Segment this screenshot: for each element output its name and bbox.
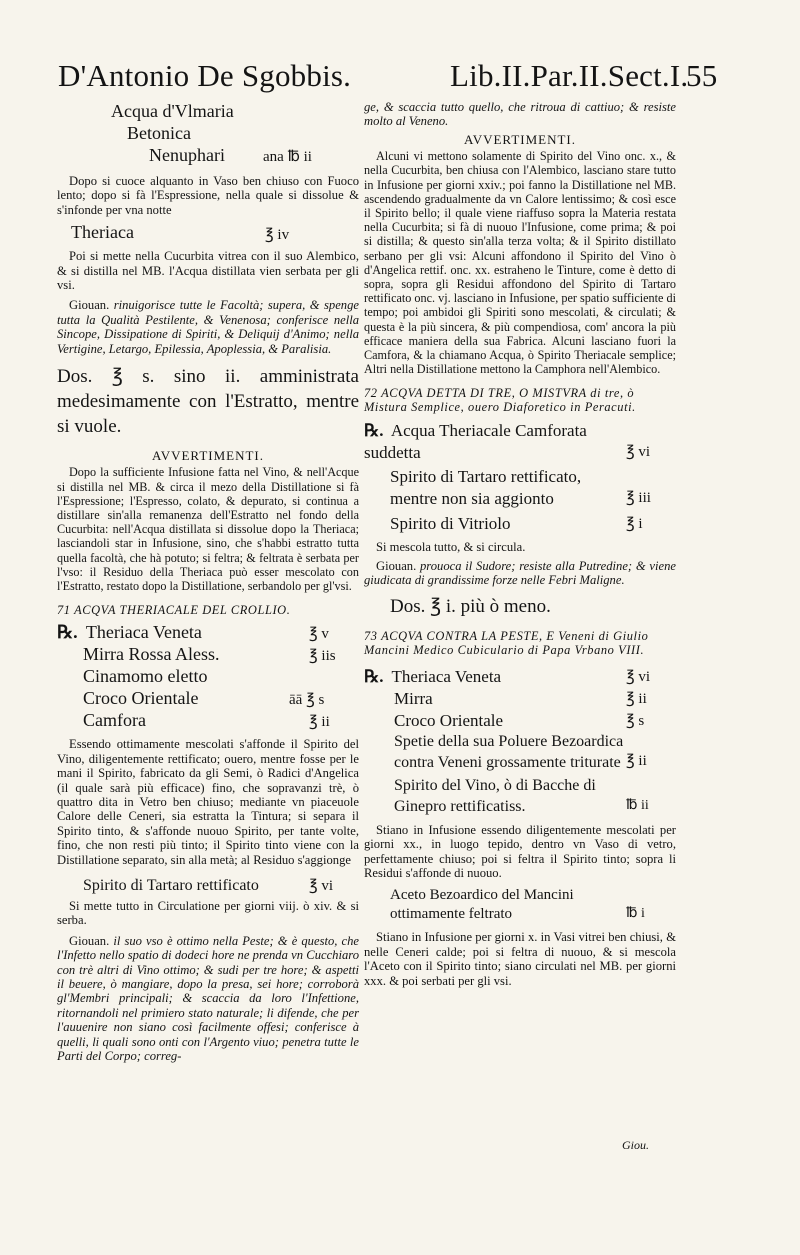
recipe-list <box>364 665 676 817</box>
recipe-line: Mirra ℥ ii <box>394 688 647 708</box>
dose-line: Dos. ℥ s. sino ii. amministrata medesimamente con l'Estratto, mentre si vuole. <box>57 366 359 438</box>
catchword: Giou. <box>622 1138 649 1152</box>
recipe-line: Croco Orientale ℥ s <box>394 710 645 730</box>
section-heading: AVVERTIMENTI. <box>152 448 264 464</box>
paragraph: Poi si mette nella Cucurbita vitrea con il suo Alembico, & si distilla nel MB. l'Acqua distillata vien serbata per gli vsi. <box>57 249 359 293</box>
recipe-line: Spirito del Vino, ò di Bacche di Ginepro rettificatiss. ℔ ii <box>394 776 649 815</box>
paragraph: Si mescola tutto, & si circula. <box>376 540 526 555</box>
paragraph: Alcuni vi mettono solamente di Spirito del Vino onc. x., & nella Cucurbita, ben chiusa con l'Alembico, lasciano stare tutto in Infusione per giorni xxiv.; poi fanno la Distillatione nel MB. ascendendo gradualmente da vn Calore lentissimo; & così esce il Spirito bello; il quale viene riaffuso sopra la Materia restata nella Cucurbita; si fà di nuouo l'Infusione, come prima; & poi si distilla; & questo sin'alla terza volta; & il Spirito distillato serbano per gli vsi: Alcuni affondono il Spirito del Vino ò d'Angelica rettif. onc. xx. estraheno le Tinture, come è detto di sopra, sopra gli Residui affondono del Spirito di Tartaro rettificato onc. vj. lasciano in Infusione, per spatio sufficiente di tempo; poi ambidoi gli Spiriti sono mescolati, & circulati; & questa è la più sincera, & più compendiosa, com' ancora la più efficace maniera della sua Fabrica. Alcuni lasciano fuori la Camfora, & la chiamano Acqua, ò Spirito Theriacale semplice; Altri nella Distillatione mettono la Camphora nell'Alembico. <box>364 149 676 377</box>
entry-heading: 73 ACQVA CONTRA LA PESTE, E Veneni di Giulio Mancini Medico Cubiculario di Papa Vrbano VIII. <box>364 628 649 657</box>
recipe-list <box>57 621 359 733</box>
recipe-line: Spirito di Tartaro rettificato ℥ vi <box>83 876 334 894</box>
recipe-line: Croco Orientale āā ℥ s <box>83 688 325 709</box>
right-column <box>364 100 676 988</box>
paragraph: Giouan. rinuigorisce tutte le Facoltà; supera, & spenge tutta la Qualità Pestilente, & Venenosa; conferisce nella Sincope, Dissipatione di Spiriti, & Deliquij d'Animo; nella Vertigine, Letargo, Epilessia, Apoplessia, & Paralisia. <box>57 298 359 356</box>
entry-heading: 72 ACQVA DETTA DI TRE, O MISTVRA di tre, ò Mistura Semplice, ouero Diaforetico in Peracuti. <box>364 386 636 415</box>
recipe-line: Acqua d'Vlmaria <box>111 101 234 121</box>
paragraph: Giouan. il suo vso è ottimo nella Peste; & è questo, che l'Infetto nello spatio di dodeci hore ne prenda vn Cucchiaro con trè altri di Vino ottimo; & sudi per tre hore; & aspetti il beuere, ò mangiare, dopo la presa, sei hore; corroborà gl'Membri principali; & scaccia da loro l'Infettione, ritornandoli nel primiero stato naturale; li difende, che per l'auuenire non siano così facilmente offesi; conferisce à quelli, li quali sono onti con l'Argento viuo; penetra tutte le Parti del Corpo; correg- <box>57 933 359 1064</box>
recipe-line: Mirra Rossa Aless. ℥ iis <box>83 644 336 665</box>
paragraph: Stiano in Infusione essendo diligentemente mescolati per giorni xx., in luogo tepido, dentro vn Vaso di vetro, perfettamente chiuso; poi si feltra il Spirito tinto; sopra li Residui s'affonde di nuouo. <box>364 822 676 880</box>
paragraph: Giouan. prouoca il Sudore; resiste alla Putredine; & viene giudicata di grandissime forze nelle Febri Maligne. <box>364 558 676 588</box>
recipe-line: Nenuphari ana ℔ ii <box>149 145 312 165</box>
running-header <box>58 58 758 98</box>
header-author: D'Antonio De Sgobbis. <box>58 58 352 93</box>
recipe-line: ℞. Theriaca Veneta ℥ v <box>57 622 329 643</box>
recipe-line: Spetie della sua Poluere Bezoardica contra Veneni grossamente triturate ℥ ii <box>394 732 647 771</box>
dose-line: Dos. ℥ i. più ò meno. <box>390 595 551 617</box>
recipe-line: Theriaca ℥ iv <box>71 222 290 244</box>
left-column <box>57 100 359 1063</box>
recipe-line: Aceto Bezoardico del Mancini ottimamente feltrato ℔ i <box>390 887 645 923</box>
recipe-line: Cinamomo eletto <box>83 666 208 687</box>
paragraph: Si mette tutto in Circulatione per giorni viij. ò xiv. & si serba. <box>57 898 359 928</box>
paragraph: Dopo la sufficiente Infusione fatta nel Vino, & nell'Acque si distilla nel MB. & circa il mezo della Distillatione si fà l'Espressione; l'Espresso, colato, & depurato, si continua a distillare sin'alla remanenza dell'Estratto nel fondo della Cucurbita: nell'Acqua distillata si dissolue dopo la Theriaca; lasciandoli star in Infusione, sino, che s'habbi estratto tutta quella facoltà, che hà potuto; si feltra; & feltrata è serbata per l'vso: il Residuo della Theriaca può esser mescolato con l'Estratto, restato dopo la Distillatione, serbandolo per gl'vsi. <box>57 465 359 594</box>
recipe-line: Spirito di Vitriolo ℥ i <box>390 514 643 534</box>
paragraph: Dopo si cuoce alquanto in Vaso ben chiuso con Fuoco lento; dopo si fà l'Espressione, nella quale si dissolue & s'infonde per vna notte <box>57 174 359 217</box>
recipe-line: Spirito di Tartaro rettificato, mentre non sia aggionto ℥ iii <box>390 467 651 509</box>
paragraph: Stiano in Infusione per giorni x. in Vasi vitrei ben chiusi, & nelle Ceneri calde; poi si feltra di nuouo, & si mescola l'Aceto con il Spirito tinto; siano circulati nel MB. per giorni xxx. & poi serbati per gli vsi. <box>364 930 676 988</box>
paragraph: ge, & scaccia tutto quello, che ritroua di cattiuo; & resiste molto al Veneno. <box>364 100 676 129</box>
recipe-line: ℞. Acqua Theriacale Camforata suddetta ℥ vi <box>364 421 651 463</box>
recipe-list <box>364 420 676 536</box>
section-heading: AVVERTIMENTI. <box>464 131 576 147</box>
recipe-line: ℞. Theriaca Veneta ℥ vi <box>364 666 651 686</box>
header-reference: Lib.II.Par.II.Sect.I. <box>450 58 689 93</box>
paragraph: Essendo ottimamente mescolati s'affonde il Spirito del Vino, diligentemente rettificato; ouero, mentre fosse per le mani il Spirito, fabricato da gli Semi, ò Radici d'Angelica (il quale sarà più efficace) fino, che sopravanzi trè, ò quattro dita in Vetro ben chiuso; mediante vn piaceuole Calore delle Ceneri, sia estratta la Tintura; si separa il Spirito tinto, & s'affonde nuouo Spirito, per tante volte, fino, che non resti più tinto; il Spirito tinto viene con la Distillatione separato, sin alla metà; al Residuo s'aggionge <box>57 737 359 867</box>
entry-heading: 71 ACQVA THERIACALE DEL CROLLIO. <box>57 603 291 618</box>
page-number: 55 <box>686 58 718 93</box>
recipe-line: Betonica <box>127 123 191 143</box>
recipe-line: Camfora ℥ ii <box>83 710 330 731</box>
